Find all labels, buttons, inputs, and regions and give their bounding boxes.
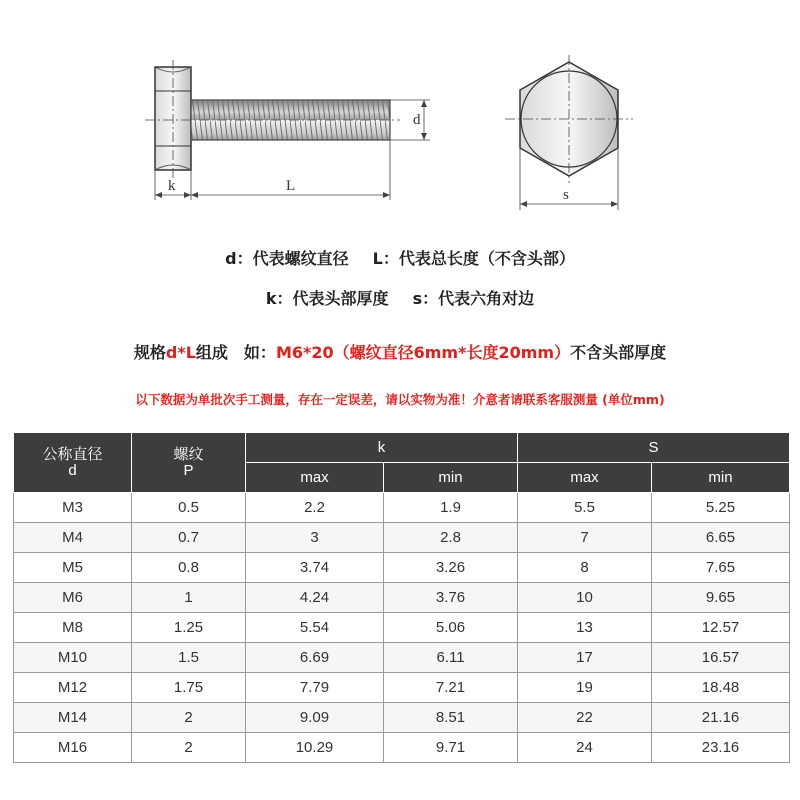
cell-s-max: 10	[518, 583, 652, 613]
label-s: s	[563, 187, 569, 203]
legend-d-key: d：	[225, 249, 253, 268]
cell-s-min: 12.57	[652, 613, 790, 643]
cell-p: 2	[132, 733, 246, 763]
header-s-max: max	[518, 463, 652, 493]
table-row	[14, 493, 790, 523]
cell-k-max: 3.74	[246, 553, 384, 583]
legend-s-key: s：	[412, 289, 439, 308]
cell-k-min: 9.71	[384, 733, 518, 763]
spec-example-line	[0, 340, 800, 363]
cell-d: M8	[14, 613, 132, 643]
table-row	[14, 583, 790, 613]
legend-L-key: L：	[372, 249, 399, 268]
cell-s-max: 5.5	[518, 493, 652, 523]
cell-k-min: 2.8	[384, 523, 518, 553]
spec-suffix: 组成 如：	[195, 343, 276, 362]
spec-example: M6*20（螺纹直径6mm*长度20mm）	[275, 343, 571, 362]
cell-s-max: 22	[518, 703, 652, 733]
table-row	[14, 733, 790, 763]
spec-formula: d*L	[165, 343, 196, 362]
cell-k-max: 7.79	[246, 673, 384, 703]
cell-s-min: 16.57	[652, 643, 790, 673]
cell-d: M16	[14, 733, 132, 763]
cell-k-min: 5.06	[384, 613, 518, 643]
legend-s-text: 代表六角对边	[438, 289, 535, 308]
measurement-notice: 以下数据为单批次手工测量，存在一定误差，请以实物为准！介意者请联系客服测量 (单位mm)	[135, 392, 665, 407]
cell-d: M12	[14, 673, 132, 703]
table-row	[14, 673, 790, 703]
cell-s-min: 23.16	[652, 733, 790, 763]
legend-k-key: k：	[265, 289, 293, 308]
label-L: L	[286, 178, 296, 194]
legend-d-text: 代表螺纹直径	[252, 249, 349, 268]
header-k: k	[246, 433, 518, 463]
header-d-line1: 公称直径	[42, 445, 103, 463]
cell-k-min: 3.76	[384, 583, 518, 613]
cell-s-max: 19	[518, 673, 652, 703]
header-k-max: max	[246, 463, 384, 493]
dimension-table	[13, 432, 790, 763]
spec-prefix: 规格	[133, 343, 166, 362]
cell-d: M4	[14, 523, 132, 553]
header-p-line1: 螺纹	[173, 445, 204, 463]
header-k-min: min	[384, 463, 518, 493]
bolt-side-view	[145, 60, 430, 200]
cell-d: M14	[14, 703, 132, 733]
cell-k-min: 3.26	[384, 553, 518, 583]
header-s-min: min	[652, 463, 790, 493]
cell-k-max: 3	[246, 523, 384, 553]
spec-note: 不含头部厚度	[570, 343, 667, 362]
header-p-line2: P	[183, 461, 194, 479]
cell-s-max: 7	[518, 523, 652, 553]
header-nominal-diameter	[14, 433, 132, 493]
cell-p: 0.8	[132, 553, 246, 583]
header-pitch	[132, 433, 246, 493]
bolt-end-view	[505, 55, 633, 210]
cell-k-max: 10.29	[246, 733, 384, 763]
cell-k-max: 4.24	[246, 583, 384, 613]
cell-p: 1	[132, 583, 246, 613]
bolt-diagram	[0, 0, 800, 230]
legend-k-text: 代表头部厚度	[292, 289, 389, 308]
cell-k-max: 2.2	[246, 493, 384, 523]
cell-k-max: 6.69	[246, 643, 384, 673]
cell-d: M6	[14, 583, 132, 613]
cell-k-min: 6.11	[384, 643, 518, 673]
cell-k-min: 1.9	[384, 493, 518, 523]
cell-p: 1.25	[132, 613, 246, 643]
label-d: d	[413, 112, 421, 128]
cell-p: 0.5	[132, 493, 246, 523]
cell-s-min: 18.48	[652, 673, 790, 703]
cell-s-min: 6.65	[652, 523, 790, 553]
cell-d: M5	[14, 553, 132, 583]
cell-k-max: 9.09	[246, 703, 384, 733]
legend-L-text: 代表总长度（不含头部）	[398, 249, 575, 268]
header-d-line2: d	[68, 461, 77, 479]
cell-s-min: 9.65	[652, 583, 790, 613]
cell-p: 1.75	[132, 673, 246, 703]
cell-s-max: 8	[518, 553, 652, 583]
cell-s-min: 7.65	[652, 553, 790, 583]
legend-row-1	[0, 246, 800, 269]
table-row	[14, 643, 790, 673]
table-row	[14, 553, 790, 583]
cell-p: 2	[132, 703, 246, 733]
cell-s-max: 13	[518, 613, 652, 643]
cell-s-max: 17	[518, 643, 652, 673]
cell-k-min: 7.21	[384, 673, 518, 703]
cell-s-max: 24	[518, 733, 652, 763]
table-row	[14, 523, 790, 553]
cell-d: M3	[14, 493, 132, 523]
label-k: k	[168, 178, 176, 194]
cell-k-max: 5.54	[246, 613, 384, 643]
header-s: S	[518, 433, 790, 463]
cell-d: M10	[14, 643, 132, 673]
cell-s-min: 5.25	[652, 493, 790, 523]
cell-k-min: 8.51	[384, 703, 518, 733]
legend-row-2	[0, 286, 800, 309]
table-row	[14, 703, 790, 733]
cell-p: 0.7	[132, 523, 246, 553]
cell-s-min: 21.16	[652, 703, 790, 733]
cell-p: 1.5	[132, 643, 246, 673]
table-row	[14, 613, 790, 643]
